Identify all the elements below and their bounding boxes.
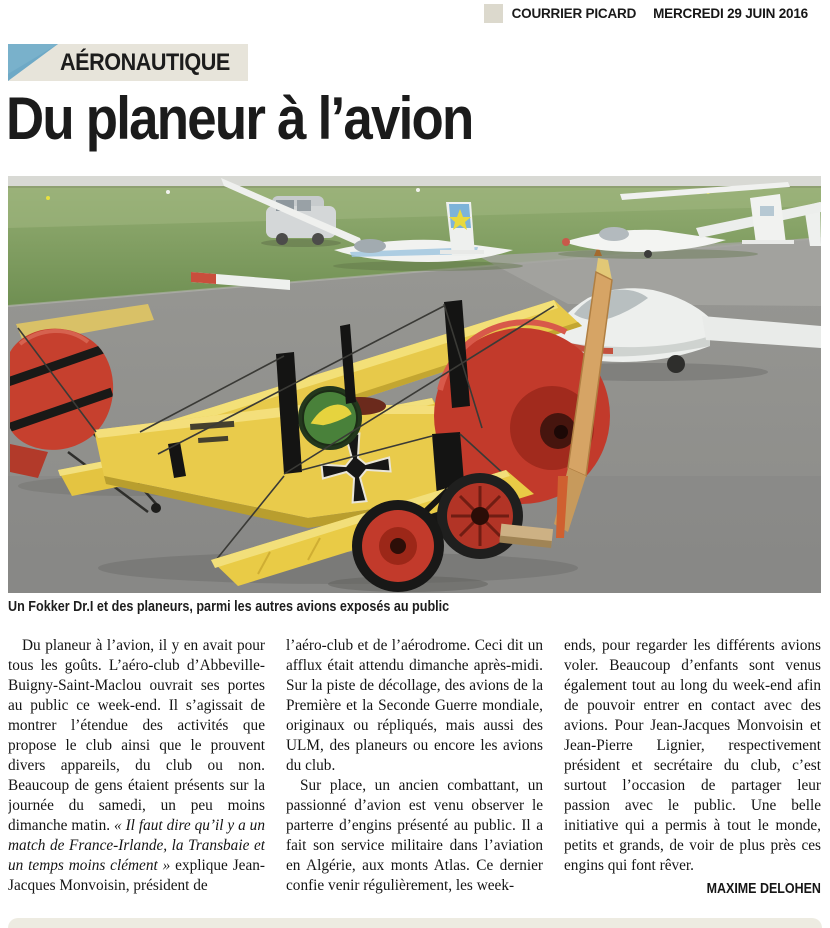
article-headline: Du planeur à l’avion bbox=[6, 85, 473, 152]
article-body bbox=[8, 636, 822, 918]
rear-wheel bbox=[437, 473, 523, 559]
front-wheel bbox=[352, 500, 444, 592]
issue-date: MERCREDI 29 JUIN 2016 bbox=[653, 6, 808, 21]
masthead-marker-icon bbox=[484, 4, 503, 23]
paragraph-text: l’aéro-club et de l’aérodrome. Ceci dit un afflux était attendu dimanche après-midi. Sur la piste de décollage, des avions de la Première et la Seconde Guerre mondiale, originaux ou répliqués, mais aussi des ULM, des planeurs ou encore les avions du club. bbox=[286, 637, 543, 774]
byline-text: MAXIME DELOHEN bbox=[706, 881, 821, 897]
paragraph-text: ends, pour regarder les différents avions voler. Beaucoup d’enfants sont venus également tout au long du week-end afin de pouvoir entrer en contact avec des avions. Pour Jean-Jacques Monvoisin et Jean-Pierre Lignier, respectivement président et secrétaire du club, c’est surtout l’occasion de partager leur passion avec le public. Une belle initiative qui a permis à tout le monde, petits et grands, de voir de plus près ces engins qui font rêver. bbox=[564, 637, 821, 874]
quote-text: « Il faut dire qu’il y a un match de France-Irlande, la Transbaie et un temps moins clément » bbox=[8, 817, 265, 874]
article-column-2 bbox=[286, 636, 543, 918]
photo-caption bbox=[8, 598, 821, 615]
byline bbox=[564, 879, 821, 899]
paragraph-text: Du planeur à l’avion, il y en avait pour tous les goûts. L’aéro-club d’Abbeville-Buigny-Saint-Maclou ouvrait ses portes au public ce week-end. Il s’agissait de montrer l’étendue des activités que propose le club ainsi que le prouvent divers appareils, du club ou non. Beaucoup de gens étaient présents sur la journée du samedi, un peu moins dimanche matin. bbox=[8, 637, 265, 834]
paragraph-text: explique Jean-Jacques Monvoisin, président de bbox=[8, 857, 265, 894]
next-article-box-edge bbox=[8, 918, 822, 928]
section-title: AÉRONAUTIQUE bbox=[60, 48, 230, 76]
newspaper-name: COURRIER PICARD bbox=[511, 6, 637, 21]
section-flag-icon bbox=[8, 44, 60, 81]
photo-caption-text: Un Fokker Dr.I et des planeurs, parmi les autres avions exposés au public bbox=[8, 598, 450, 615]
article-column-3 bbox=[564, 636, 821, 918]
masthead bbox=[484, 4, 808, 23]
article-column-1 bbox=[8, 636, 265, 918]
airfield-scene bbox=[8, 176, 821, 593]
section-badge bbox=[8, 44, 248, 81]
paragraph-text: Sur place, un ancien combattant, un passionné d’avion est venu observer le parterre d’engins présenté au public. Il a fait son service militaire dans l’aviation en Algérie, aux monts Atlas. Ce dernier confie venir régulièrement, les week- bbox=[286, 777, 543, 894]
article-photo bbox=[8, 176, 821, 593]
